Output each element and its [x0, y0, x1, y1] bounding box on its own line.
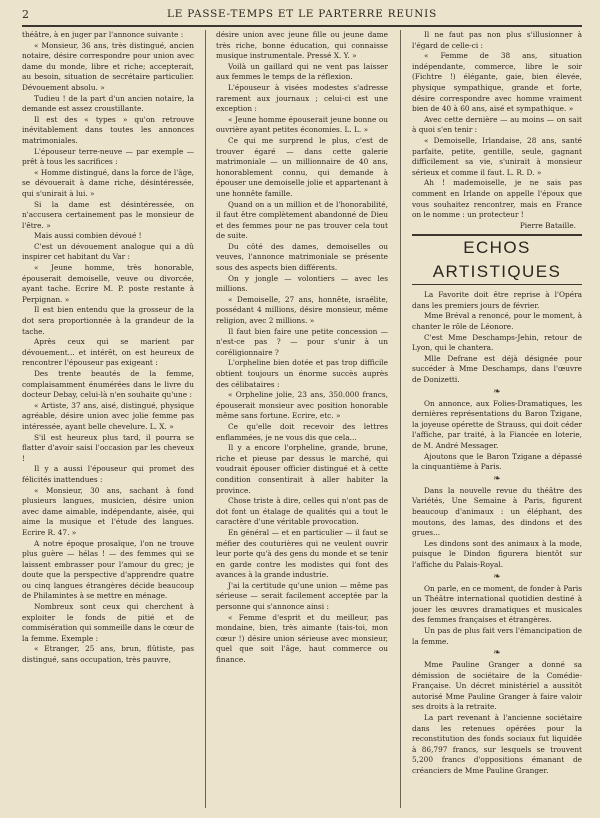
ornament-divider: ❧: [493, 571, 501, 582]
paragraph: Chose triste à dire, celles qui n'ont pas de dot font un étalage de qualités qui a tout le caractère d'une véritable provocation.: [216, 496, 388, 527]
paragraph: C'est un dévouement analogue qui a dû inspirer cet habitant du Var :: [22, 241, 194, 262]
paragraph: A notre époque prosaïque, l'on ne trouve plus guère — hélas ! — des femmes qui se laissent embrasser pour l'amour du grec; je doute que la perspective d'apprendre quatre ou cinq langues étrangères décide beaucoup de Philamintes à se mettre en ménage.: [22, 538, 194, 601]
paragraph: « Demoiselle, Irlandaise, 28 ans, santé parfaite, petite, gentille, seule, gagnant difficilement sa vie, s'unirait à monsieur sérieux et comme il faut. L. R. D. »: [412, 135, 582, 177]
paragraph: désire union avec jeune fille ou jeune dame très riche, bonne éducation, qui connaisse musique instrumentale. Pressé X. Y. »: [216, 30, 388, 61]
column-divider: [205, 30, 206, 808]
paragraph: « Demoiselle, 27 ans, honnête, israélite, possédant 4 millions, désire monsieur, même religion, avec 2 millions. »: [216, 294, 388, 326]
paragraph: En général — et en particulier — il faut se méfier des couturières qui ne veulent ouvrir leur porte qu'à des gens du monde et se tenir en garde contre les modistes qui font des avances à la grande industrie.: [216, 527, 388, 580]
column-3-article: [412, 30, 582, 221]
paragraph: « Femme de 38 ans, situation indépendante, commerce, libre le soir (Fichtre !) élégante, gaie, bien élevée, physique sympathique, grande et forte, désire correspondre avec homme vraiment bien de 40 à 60 ans, aisé et sympathique. »: [412, 51, 582, 114]
ornament-divider: ❧: [493, 648, 501, 659]
paragraph: On y jongle — volontiers — avec les millions.: [216, 273, 388, 294]
paragraph: Voilà un gaillard qui ne vent pas laisser aux femmes le temps de la réflexion.: [216, 61, 388, 82]
paragraph: Tudieu ! de la part d'un ancien notaire, la demande est assez croustillante.: [22, 93, 194, 114]
header-rule: [22, 25, 582, 27]
paragraph: Mme Bréval a renoncé, pour le moment, à chanter le rôle de Léonore.: [412, 311, 582, 332]
paragraph: Des trente beautés de la femme, complaisamment énumérées dans le livre du docteur Debay, celui-là n'en souhaite qu'une :: [22, 369, 194, 400]
author-signature: Pierre Bataille.: [519, 220, 576, 230]
column-1: [22, 30, 194, 808]
paragraph: Mme Pauline Granger a donné sa démission de sociétaire de la Comédie-Française. Un décret ministériel a aussitôt autorisé Mme Pauline Granger à faire valoir ses droits à la retraite.: [412, 660, 582, 712]
paragraph: Ce qu'elle doit recevoir des lettres enflammées, je ne vous dis que cela...: [216, 421, 388, 442]
page-number: 2: [22, 8, 30, 21]
paragraph: Il y a aussi l'épouseur qui promet des félicités inattendues :: [22, 464, 194, 484]
paragraph: « Jeune homme épouserait jeune bonne ou ouvrière ayant petites économies. L. L. »: [216, 114, 388, 135]
paragraph: « Homme distingué, dans la force de l'âge, se dévouerait à dame riche, désintéressée, qui s'unirait à lui. »: [22, 167, 194, 198]
paragraph: L'orpheline bien dotée et pas trop difficile obtient toujours un énorme succès auprès des célibataires :: [216, 358, 388, 389]
paragraph: « Etranger, 25 ans, brun, flûtiste, pas distingué, sans occupation, très pauvre,: [22, 644, 194, 665]
paragraph: « Monsieur, 30 ans, sachant à fond plusieurs langues, musicien, désire union avec dame aimable, indépendante, aisée, qui aime la musique et l'étude des langues. Ecrire R. 47. »: [22, 485, 194, 537]
paragraph: Il est des « types » qu'on retrouve inévitablement dans toutes les annonces matrimoniales.: [22, 114, 194, 145]
paragraph: C'est Mme Deschamps-Jehin, retour de Lyon, qui le chantera.: [412, 332, 582, 353]
paragraph: L'épouseur terre-neuve — par exemple — prêt à tous les sacrifices :: [22, 146, 194, 167]
section-rule: [412, 284, 582, 285]
paragraph: Mlle Defrane est déjà désignée pour succéder à Mme Deschamps, dans l'œuvre de Donizetti.: [412, 353, 582, 385]
paragraph: Il faut bien faire une petite concession — n'est-ce pas ? — pour s'unir à un coréligionnaire ?: [216, 326, 388, 357]
paragraph: Après ceux qui se marient par dévouement... et intérêt, on est heureux de rencontrer l'épouseur pas exigeant :: [22, 337, 194, 368]
paragraph: Mais aussi combien dévoué !: [34, 231, 142, 241]
paragraph: Ce qui me surprend le plus, c'est de trouver égaré — dans cette galerie matrimoniale — un millionnaire de 40 ans, honorablement connu, qui demande à épouser une demoiselle jolie et appartenant à une honnête famille.: [216, 135, 388, 198]
publication-title: LE PASSE-TEMPS ET LE PARTERRE REUNIS: [167, 8, 437, 20]
paragraph: « Monsieur, 36 ans, très distingué, ancien notaire, désire correspondre pour union avec dame du monde, libre et riche; accepterait, au besoin, situation de secrétaire particulier. Dévouement absolu. »: [22, 40, 194, 92]
paragraph: On annonce, aux Folies-Dramatiques, les dernières représentations du Baron Tzigane, la joyeuse opérette de Strauss, qui doit céder l'affiche, par traité, à la Fiancée en loterie, de M. André Messager.: [412, 398, 582, 450]
paragraph: Dans la nouvelle revue du théâtre des Variétés, Une Semaine à Paris, figurent beaucoup d'animaux : un éléphant, des moutons, des lamas, des dindons et des grues...: [412, 485, 582, 538]
paragraph: S'il est heureux plus tard, il pourra se flatter d'avoir saisi l'occasion par les cheveux !: [22, 432, 194, 463]
ornament-divider: ❧: [493, 473, 501, 484]
paragraph: Un pas de plus fait vers l'émancipation de la femme.: [412, 625, 582, 646]
page-header: [22, 6, 582, 24]
newspaper-page: [22, 6, 582, 810]
columns: [22, 30, 582, 808]
paragraph: « Artiste, 37 ans, aisé, distingué, physique agréable, désire union avec jolie femme pas intéressée, ayant belle chevelure. L. X. »: [22, 400, 194, 431]
paragraph: Du côté des dames, demoiselles ou veuves, l'annonce matrimoniale se présente sous des aspects bien différents.: [216, 241, 388, 273]
column-3: [412, 30, 582, 808]
paragraph: Il ne faut pas non plus s'illusionner à l'égard de celle-ci :: [412, 30, 582, 50]
column-2: [216, 30, 388, 808]
paragraph: théâtre, à en juger par l'annonce suivante :: [22, 30, 184, 39]
echos-section: [412, 290, 582, 776]
paragraph: J'ai la certitude qu'une union — même pas sérieuse — serait facilement acceptée par la personne qui s'annonce ainsi :: [216, 580, 388, 612]
paragraph: Il y a encore l'orpheline, grande, brune, riche et pieuse par dessus le marché, qui voudrait épouser officier distingué et à cette condition consentirait à aller habiter la province.: [216, 443, 388, 495]
column-divider: [400, 30, 401, 808]
paragraph: Quand on a un million et de l'honorabilité, il faut être complètement abandonné de Dieu et des femmes pour ne pas trouver cela tout de suite.: [216, 199, 388, 241]
paragraph: Ah ! mademoiselle, je ne sais pas comment en Irlande on appelle l'époux que vous souhaitez rencontrer, mais en France on le nomme : un protecteur !: [412, 178, 582, 220]
paragraph: « Femme d'esprit et du meilleur, pas mondaine, bien, très aimante (tais-toi, mon cœur !) désire union sérieuse avec monsieur, quel que soit l'âge, haut commerce ou finance.: [216, 612, 388, 665]
paragraph: On parle, en ce moment, de fonder à Paris un Théâtre international quotidien destiné à jouer les œuvres dramatiques et musicales des femmes françaises et étrangères.: [412, 583, 582, 625]
paragraph: Il est bien entendu que la grosseur de la dot sera proportionnée à la grandeur de la tache.: [22, 305, 194, 336]
paragraph: La part revenant à l'ancienne sociétaire dans les retenues opérées pour la reconstitution des fonds sociaux fut liquidée à 86,797 francs, sur lesquels se trouvent 5,200 francs d'oppositions émanant de créanciers de Mme Pauline Granger.: [412, 713, 582, 776]
paragraph: Avec cette dernière — au moins — on sait à quoi s'en tenir :: [412, 114, 582, 135]
paragraph: L'épouseur à visées modestes s'adresse rarement aux journaux ; celui-ci est une exception :: [216, 82, 388, 114]
paragraph: « Jeune homme, très honorable, épouserait demoiselle, veuve ou divorcée, ayant tache. Ecrire M. P. poste restante à Perpignan. »: [22, 263, 194, 304]
section-title: ECHOS ARTISTIQUES: [432, 238, 562, 282]
paragraph: La Favorite doit être reprise à l'Opéra dans les premiers jours de février.: [412, 290, 582, 310]
paragraph: Les dindons sont des animaux à la mode, puisque le Dindon figurera bientôt sur l'affiche du Palais-Royal.: [412, 538, 582, 569]
ornament-divider: ❧: [493, 386, 501, 397]
paragraph: Nombreux sont ceux qui cherchent à exploiter le fonds de pitié et de commisération qui sommeille dans le cœur de la femme. Exemple :: [22, 602, 194, 643]
paragraph: Si la dame est désintéressée, on n'accusera certainement pas le monsieur de l'être. »: [22, 199, 194, 230]
paragraph: Ajoutons que le Baron Tzigane a dépassé la cinquantième à Paris.: [412, 451, 582, 472]
paragraph: « Orpheline jolie, 23 ans, 350.000 francs, épouserait monsieur avec position honorable même sans fortune. Ecrire, etc. »: [216, 390, 388, 421]
